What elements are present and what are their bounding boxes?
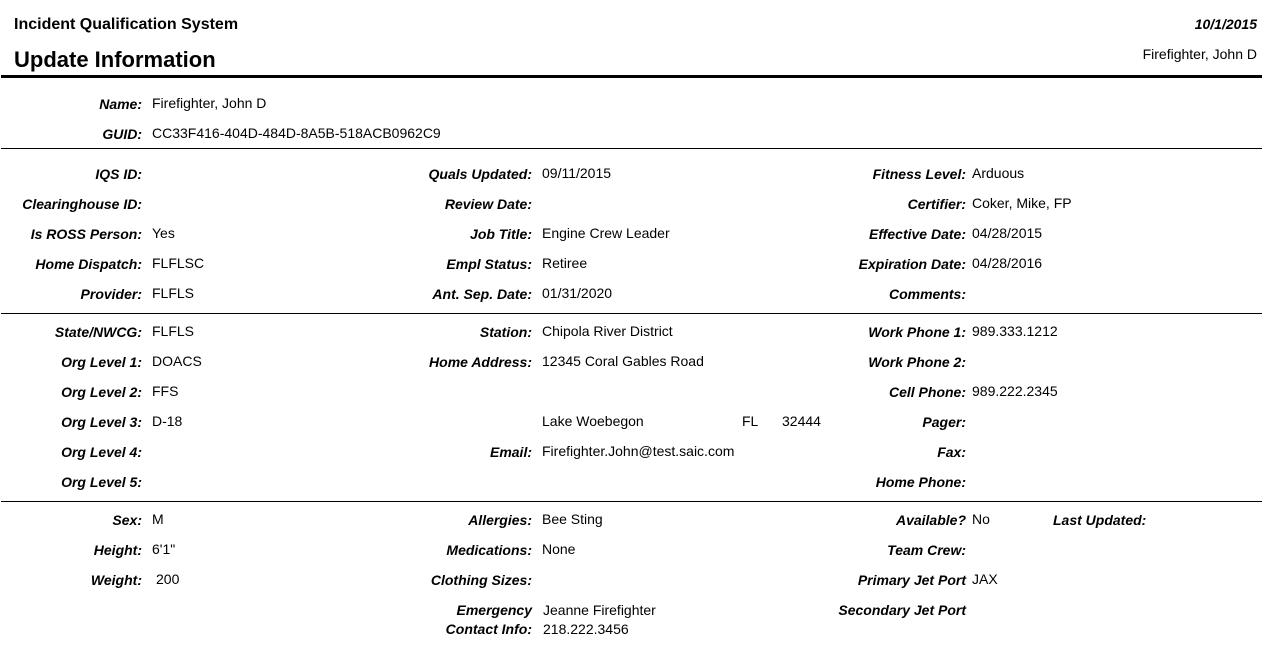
city-value: Lake Woebegon (542, 413, 644, 429)
provider-value: FLFLS (152, 285, 195, 301)
job-title-label: Job Title: (470, 226, 532, 242)
org-level-3-value: D-18 (152, 413, 183, 429)
ross-label: Is ROSS Person: (30, 226, 142, 242)
height-label: Height: (93, 542, 142, 558)
home-dispatch-value: FLFLSC (152, 255, 205, 271)
quals-updated-value: 09/11/2015 (542, 165, 612, 181)
work-phone-1-value: 989.333.1212 (972, 323, 1058, 339)
name-value: Firefighter, John D (152, 95, 267, 111)
empl-status-label: Empl Status: (446, 256, 532, 272)
home-address-label: Home Address: (429, 354, 532, 370)
iqs-id-label: IQS ID: (95, 166, 142, 182)
state-value: FLFLS (152, 323, 195, 339)
effective-date-value: 04/28/2015 (972, 225, 1043, 241)
expiration-date-value: 04/28/2016 (972, 255, 1043, 271)
emergency-label-line2: Contact Info: (445, 621, 532, 637)
ant-sep-value: 01/31/2020 (542, 285, 613, 301)
header-divider (1, 75, 1262, 78)
medications-value: None (542, 541, 576, 557)
empl-status-value: Retiree (542, 255, 588, 271)
provider-label: Provider: (80, 286, 142, 302)
comments-label: Comments: (888, 286, 966, 302)
primary-jet-port-value: JAX (972, 571, 998, 587)
weight-label: Weight: (90, 572, 142, 588)
cell-phone-label: Cell Phone: (888, 384, 966, 400)
state-label: State/NWCG: (54, 324, 142, 340)
email-label: Email: (489, 444, 532, 460)
certifier-value: Coker, Mike, FP (972, 195, 1072, 211)
home-address-value: 12345 Coral Gables Road (542, 353, 704, 369)
work-phone-2-label: Work Phone 2: (868, 354, 966, 370)
fitness-value: Arduous (972, 165, 1025, 181)
org-level-1-value: DOACS (152, 353, 202, 369)
page-title: Update Information (14, 47, 216, 72)
guid-label: GUID: (102, 126, 142, 142)
medications-label: Medications: (446, 542, 532, 558)
weight-value: 200 (156, 571, 180, 587)
available-label: Available? (895, 512, 966, 528)
org-level-1-label: Org Level 1: (61, 354, 142, 370)
quals-updated-label: Quals Updated: (428, 166, 532, 182)
home-phone-label: Home Phone: (875, 474, 966, 490)
pager-label: Pager: (922, 414, 966, 430)
org-level-4-label: Org Level 4: (61, 444, 142, 460)
work-phone-1-label: Work Phone 1: (868, 324, 966, 340)
station-label: Station: (479, 324, 532, 340)
clothing-sizes-label: Clothing Sizes: (430, 572, 532, 588)
job-title-value: Engine Crew Leader (542, 225, 670, 241)
ant-sep-label: Ant. Sep. Date: (432, 286, 532, 302)
guid-value: CC33F416-404D-484D-8A5B-518ACB0962C9 (152, 125, 441, 141)
fitness-label: Fitness Level: (872, 166, 966, 182)
emergency-contact-phone: 218.222.3456 (543, 621, 629, 637)
certifier-label: Certifier: (907, 196, 966, 212)
org-level-3-label: Org Level 3: (61, 414, 142, 430)
section-divider (1, 148, 1262, 149)
ross-value: Yes (152, 225, 175, 241)
review-date-label: Review Date: (444, 196, 532, 212)
report-date: 10/1/2015 (1194, 16, 1257, 32)
section-divider (1, 313, 1262, 314)
expiration-date-label: Expiration Date: (858, 256, 966, 272)
allergies-label: Allergies: (468, 512, 532, 528)
org-level-2-value: FFS (152, 383, 179, 399)
email-value: Firefighter.John@test.saic.com (542, 443, 735, 459)
name-label: Name: (99, 96, 142, 112)
current-user: Firefighter, John D (1142, 46, 1257, 62)
section-divider (1, 501, 1262, 502)
org-level-2-label: Org Level 2: (61, 384, 142, 400)
fax-label: Fax: (937, 444, 966, 460)
org-level-5-label: Org Level 5: (61, 474, 142, 490)
sex-label: Sex: (112, 512, 142, 528)
primary-jet-port-label: Primary Jet Port (857, 572, 966, 588)
emergency-label-line1: Emergency (456, 602, 532, 618)
effective-date-label: Effective Date: (868, 226, 966, 242)
zip-value: 32444 (782, 413, 821, 429)
secondary-jet-port-label: Secondary Jet Port (838, 602, 966, 618)
station-value: Chipola River District (542, 323, 673, 339)
last-updated-label: Last Updated: (1053, 512, 1147, 528)
home-dispatch-label: Home Dispatch: (35, 256, 142, 272)
cell-phone-value: 989.222.2345 (972, 383, 1058, 399)
height-value: 6'1" (152, 541, 176, 557)
team-crew-label: Team Crew: (887, 542, 966, 558)
clearinghouse-label: Clearinghouse ID: (22, 196, 142, 212)
state-code-value: FL (742, 413, 759, 429)
system-title: Incident Qualification System (14, 16, 239, 33)
sex-value: M (152, 511, 164, 527)
emergency-contact-name: Jeanne Firefighter (543, 602, 656, 618)
available-value: No (972, 511, 990, 527)
allergies-value: Bee Sting (542, 511, 603, 527)
